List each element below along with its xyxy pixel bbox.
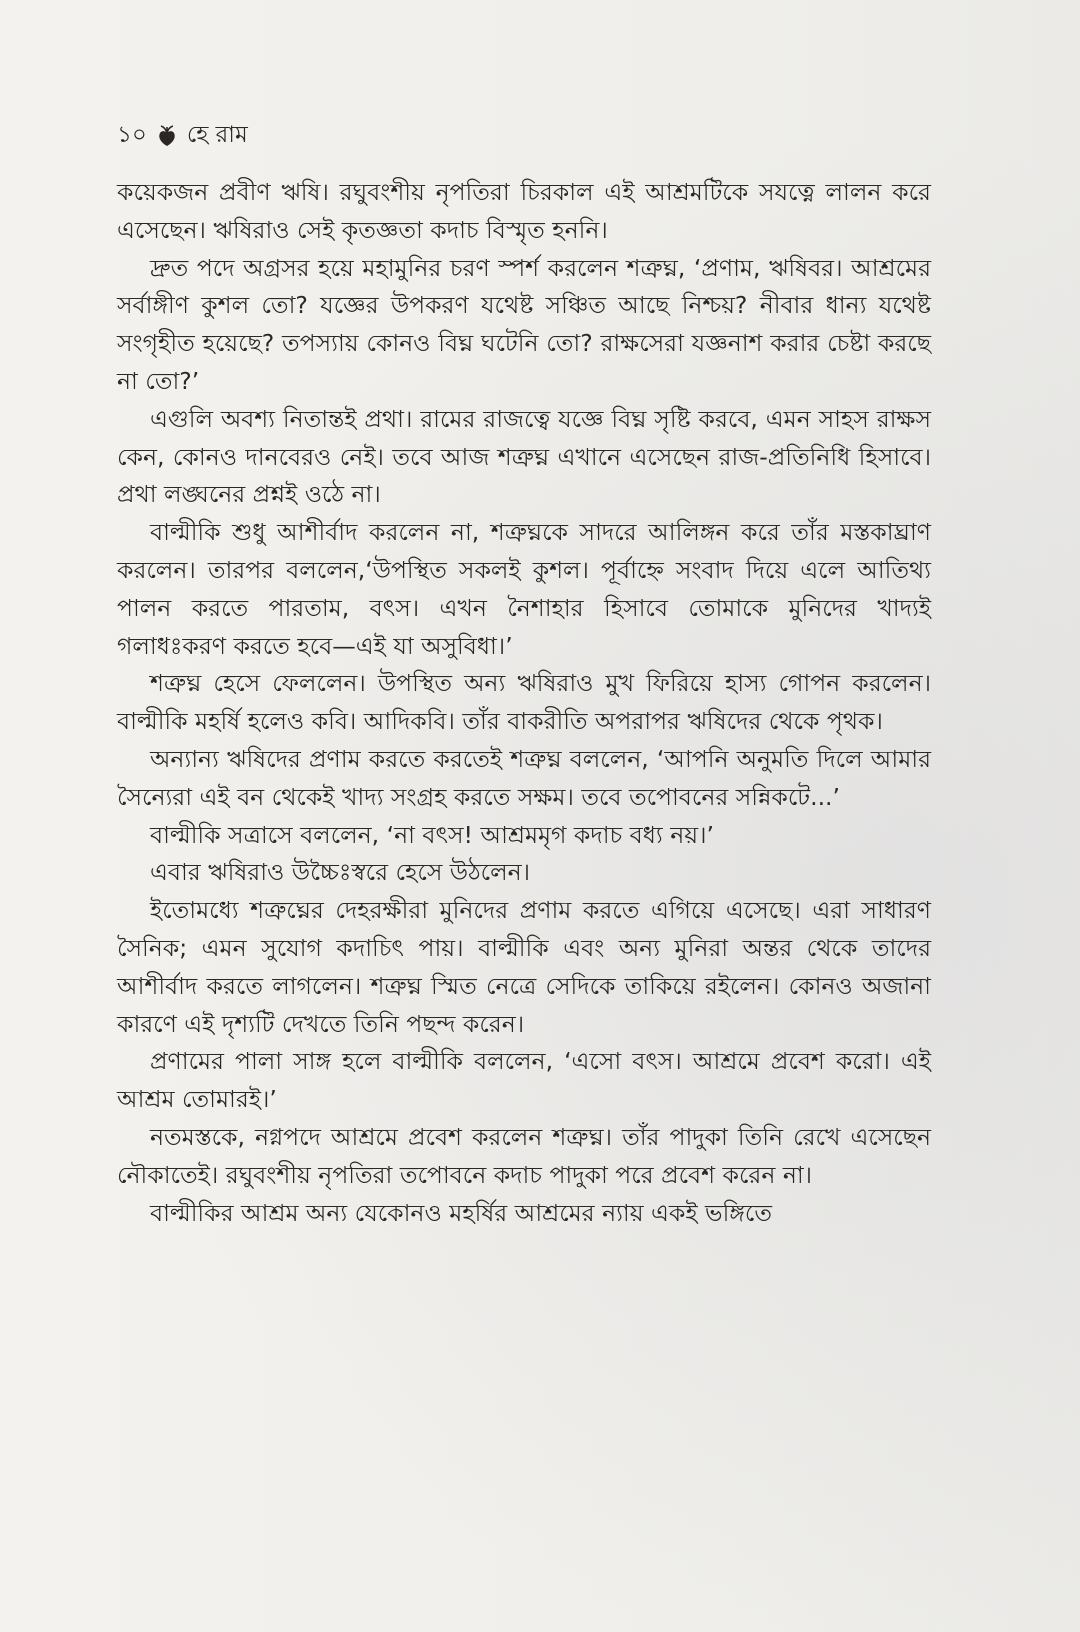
paragraph: ইতোমধ্যে শত্রুঘ্নের দেহরক্ষীরা মুনিদের প্রণাম করতে এগিয়ে এসেছে। এরা সাধারণ সৈনিক; এমন সুযোগ কদাচিৎ পায়। বাল্মীকি এবং অন্য মুনিরা অন্তর থেকে তাদের আশীর্বাদ করতে লাগলেন। শত্রুঘ্ন স্মিত নেত্রে সেদিকে তাকিয়ে রইলেন। কোনও অজানা কারণে এই দৃশ্যটি দেখতে তিনি পছন্দ করেন। <box>117 896 931 1038</box>
paragraph: বাল্মীকির আশ্রম অন্য যেকোনও মহর্ষির আশ্রমের ন্যায় একই ভঙ্গিতে <box>150 1198 772 1227</box>
running-header <box>117 116 248 155</box>
paragraph: বাল্মীকি শুধু আশীর্বাদ করলেন না, শত্রুঘ্নকে সাদরে আলিঙ্গন করে তাঁর মস্তকাঘ্রাণ করলেন। তারপর বললেন,‘উপস্থিত সকলই কুশল। পূর্বাহ্নে সংবাদ দিয়ে এলে আতিথ্য পালন করতে পারতাম, বৎস। এখন নৈশাহার হিসাবে তোমাকে মুনিদের খাদ্যই গলাধঃকরণ করতে হবে—এই যা অসুবিধা।’ <box>117 518 931 660</box>
paragraph: শত্রুঘ্ন হেসে ফেললেন। উপস্থিত অন্য ঋষিরাও মুখ ফিরিয়ে হাস্য গোপন করলেন। বাল্মীকি মহর্ষি হলেও কবি। আদিকবি। তাঁর বাকরীতি অপরাপর ঋষিদের থেকে পৃথক। <box>117 669 931 736</box>
paragraph: এগুলি অবশ্য নিতান্তই প্রথা। রামের রাজত্বে যজ্ঞে বিঘ্ন সৃষ্টি করবে, এমন সাহস রাক্ষস কেন, কোনও দানবেরও নেই। তবে আজ শত্রুঘ্ন এখানে এসেছেন রাজ-প্রতিনিধি হিসাবে। প্রথা লঙ্ঘনের প্রশ্নই ওঠে না। <box>117 404 931 509</box>
paragraph: দ্রুত পদে অগ্রসর হয়ে মহামুনির চরণ স্পর্শ করলেন শত্রুঘ্ন, ‘প্রণাম, ঋষিবর। আশ্রমের সর্বাঙ্গীণ কুশল তো? যজ্ঞের উপকরণ যথেষ্ট সঞ্চিত আছে নিশ্চয়? নীবার ধান্য যথেষ্ট সংগৃহীত হয়েছে? তপস্যায় কোনও বিঘ্ন ঘটেনি তো? রাক্ষসেরা যজ্ঞনাশ করার চেষ্টা করছে না তো?’ <box>117 253 931 395</box>
paragraph: অন্যান্য ঋষিদের প্রণাম করতে করতেই শত্রুঘ্ন বললেন, ‘আপনি অনুমতি দিলে আমার সৈন্যেরা এই বন থেকেই খাদ্য সংগ্রহ করতে সক্ষম। তবে তপোবনের সন্নিকটে...’ <box>117 744 931 811</box>
body-text <box>117 174 931 1232</box>
paragraph: নতমস্তকে, নগ্নপদে আশ্রমে প্রবেশ করলেন শত্রুঘ্ন। তাঁর পাদুকা তিনি রেখে এসেছেন নৌকাতেই। রঘুবংশীয় নৃপতিরা তপোবনে কদাচ পাদুকা পরে প্রবেশ করেন না। <box>117 1122 931 1189</box>
leaf-ornament-icon <box>157 125 177 147</box>
paragraph: বাল্মীকি সত্রাসে বললেন, ‘না বৎস! আশ্রমমৃগ কদাচ বধ্য নয়।’ <box>150 820 714 849</box>
book-title: হে রাম <box>186 122 248 148</box>
page-number: ১০ <box>117 122 147 148</box>
paragraph: কয়েকজন প্রবীণ ঋষি। রঘুবংশীয় নৃপতিরা চিরকাল এই আশ্রমটিকে সযত্নে লালন করে এসেছেন। ঋষিরাও সেই কৃতজ্ঞতা কদাচ বিস্মৃত হননি। <box>117 178 931 244</box>
paragraph: এবার ঋষিরাও উচ্চৈঃস্বরে হেসে উঠলেন। <box>150 858 531 887</box>
paragraph: প্রণামের পালা সাঙ্গ হলে বাল্মীকি বললেন, ‘এসো বৎস। আশ্রমে প্রবেশ করো। এই আশ্রম তোমারই।’ <box>117 1047 931 1114</box>
